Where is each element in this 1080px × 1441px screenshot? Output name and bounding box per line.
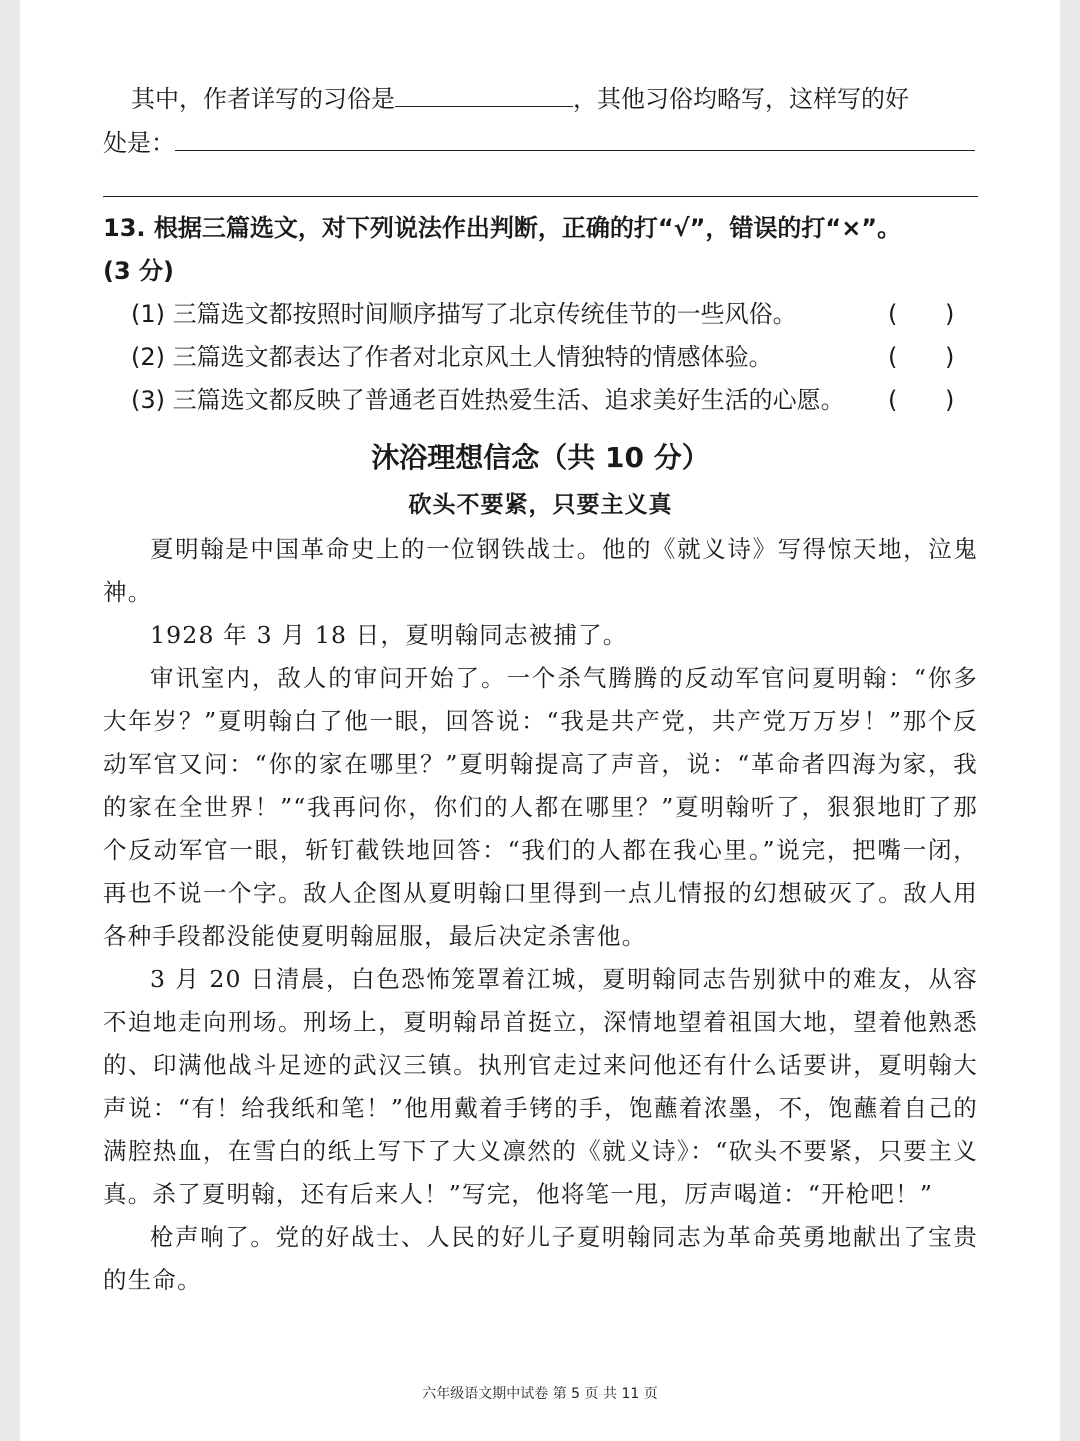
page-footer: 六年级语文期中试卷 第 5 页 共 11 页 xyxy=(422,1386,658,1402)
paragraph: 审讯室内，敌人的审问开始了。一个杀气腾腾的反动军官问夏明翰：“你多大年岁？”夏明翰白了他一眼，回答说：“我是共产党，共产党万万岁！”那个反动军官又问：“你的家在哪里？”夏明翰提高了声音，说：“革命者四海为家，我的家在全世界！”“我再问你，你们的人都在哪里？”夏明翰听了，狠狠地盯了那个反动军官一眼，斩钉截铁地回答：“我们的人都在我心里。”说完，把嘴一闭，再也不说一个字。敌人企图从夏明翰口里得到一点儿情报的幻想破灭了。敌人用各种手段都没能使夏明翰屈服，最后决定杀害他。 xyxy=(103,664,978,950)
q13-score: (3 分) xyxy=(103,257,174,285)
q12-line-1 xyxy=(131,82,909,116)
paragraph: 3 月 20 日清晨，白色恐怖笼罩着江城，夏明翰同志告别狱中的难友，从容不迫地走向刑场。刑场上，夏明翰昂首挺立，深情地望着祖国大地，望着他熟悉的、印满他战斗足迹的武汉三镇。执刑官走过来问他还有什么话要讲，夏明翰大声说：“有！给我纸和笔！”他用戴着手铐的手，饱蘸着浓墨，不，饱蘸着自己的满腔热血，在雪白的纸上写下了大义凛然的《就义诗》：“砍头不要紧，只要主义真。杀了夏明翰，还有后来人！”写完，他将笔一甩，厉声喝道：“开枪吧！” xyxy=(103,965,978,1208)
q13-item-3: (3) 三篇选文都反映了普通老百姓热爱生活、追求美好生活的心愿。 xyxy=(131,386,845,414)
article-title: 砍头不要紧，只要主义真 xyxy=(408,491,673,518)
answer-line-extra[interactable] xyxy=(103,196,978,197)
q12-line-2 xyxy=(103,126,975,160)
q13-answer-1[interactable]: ( ) xyxy=(888,300,975,328)
q13-answer-3[interactable]: ( ) xyxy=(888,386,975,414)
q13-item-2: (2) 三篇选文都表达了作者对北京风土人情独特的情感体验。 xyxy=(131,343,773,371)
section-title: 沐浴理想信念（共 10 分） xyxy=(371,441,710,474)
answer-blank-custom[interactable] xyxy=(395,82,573,107)
paragraph: 1928 年 3 月 18 日，夏明翰同志被捕了。 xyxy=(150,621,628,649)
q12-text-b: ，其他习俗均略写，这样写的好 xyxy=(573,85,909,113)
paragraph: 夏明翰是中国革命史上的一位钢铁战士。他的《就义诗》写得惊天地，泣鬼神。 xyxy=(103,535,978,606)
q12-text-a: 其中，作者详写的习俗是 xyxy=(131,85,395,113)
q12-text-c: 处是： xyxy=(103,129,175,157)
exam-page xyxy=(20,0,1060,1441)
q13-item-1: (1) 三篇选文都按照时间顺序描写了北京传统佳节的一些风俗。 xyxy=(131,300,797,328)
q13-answer-2[interactable]: ( ) xyxy=(888,343,975,371)
paragraph: 枪声响了。党的好战士、人民的好儿子夏明翰同志为革命英勇地献出了宝贵的生命。 xyxy=(103,1223,978,1294)
answer-blank-benefit[interactable] xyxy=(175,126,975,151)
article-body xyxy=(103,528,978,1302)
q13-heading: 13. 根据三篇选文，对下列说法作出判断，正确的打“√”，错误的打“×”。 xyxy=(103,214,902,242)
